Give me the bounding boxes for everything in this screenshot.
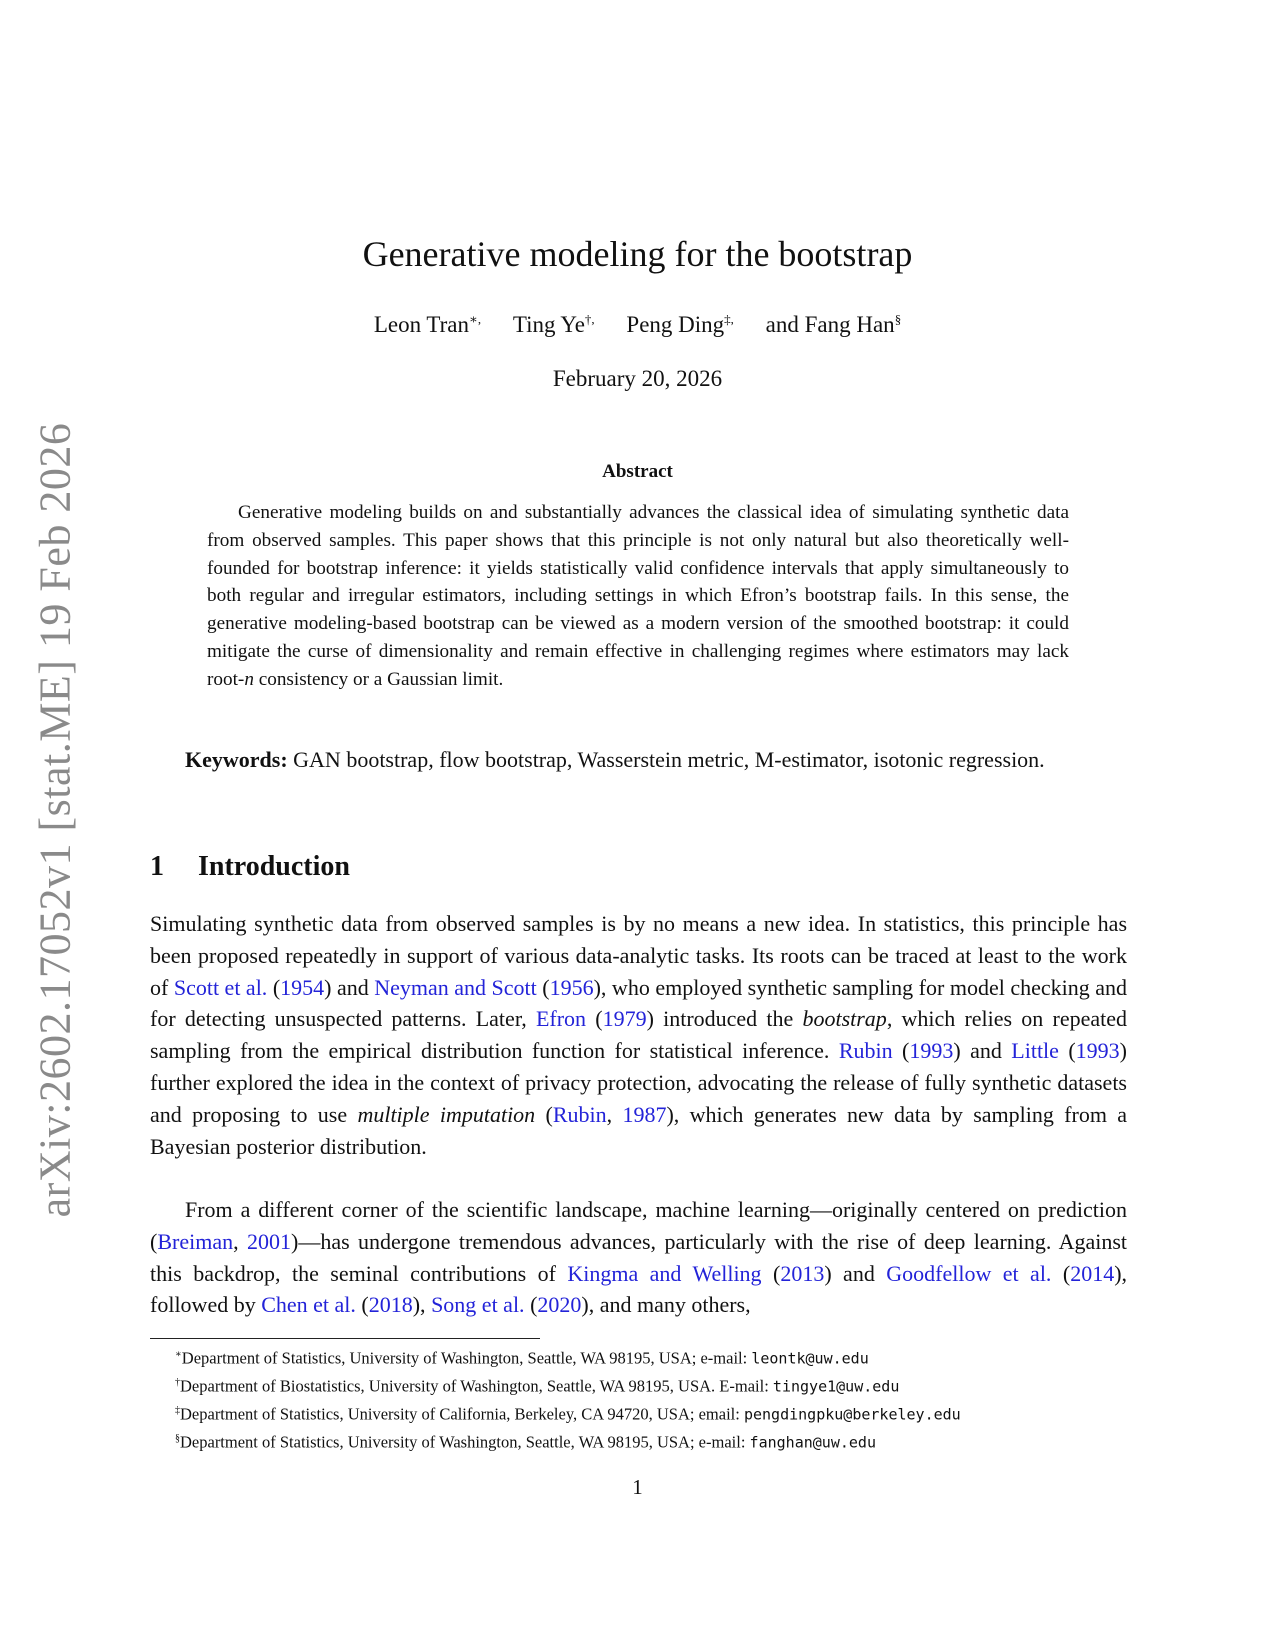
text: ( [586, 1006, 603, 1032]
footnote-mark: † [175, 1377, 180, 1388]
citation-year-link[interactable]: 1993 [909, 1038, 954, 1064]
citation-year-link[interactable]: 1954 [280, 974, 325, 1000]
citation-link[interactable]: Efron [535, 1006, 587, 1032]
text: ) and [953, 1038, 1012, 1064]
keywords-text: GAN bootstrap, flow bootstrap, Wasserstein metric, M-estimator, isotonic regression. [287, 747, 1045, 772]
text: ( [267, 974, 281, 1000]
citation-link[interactable]: Scott et al. [173, 974, 268, 1000]
paper-date: February 20, 2026 [552, 366, 723, 391]
text: ( [536, 974, 550, 1000]
text: )—has undergone tremendous advances, particularly with the rise of deep learning. Against this backdrop, the seminal contributions of [150, 1228, 1128, 1286]
text: , [606, 1101, 623, 1127]
text: ), and many others, [581, 1292, 751, 1318]
author-4 [766, 312, 902, 337]
citation-link[interactable]: Rubin [552, 1101, 607, 1127]
footnote-divider [150, 1338, 540, 1339]
footnote-4 [150, 1427, 1130, 1455]
email-link[interactable]: leontk@uw.edu [751, 1349, 869, 1368]
text: ( [355, 1292, 369, 1318]
intro-paragraph-1 [150, 908, 1127, 1162]
citation-link[interactable]: Kingma and Welling [567, 1260, 762, 1286]
footnote-2 [150, 1371, 1130, 1399]
citation-link[interactable]: Neyman and Scott [374, 974, 537, 1000]
text: ( [761, 1260, 781, 1286]
footnote-mark: § [175, 1433, 180, 1444]
section-number: 1 [150, 851, 164, 882]
citation-year-link[interactable]: 1993 [1075, 1038, 1120, 1064]
citation-link[interactable]: Goodfellow et al. [886, 1260, 1052, 1286]
intro-paragraph-2 [150, 1194, 1127, 1321]
arxiv-sidebar-stamp: arXiv:2602.17052v1 [stat.ME] 19 Feb 2026 [30, 422, 80, 1218]
email-link[interactable]: fanghan@uw.edu [749, 1433, 876, 1452]
abstract-text: Generative modeling builds on and substantially advances the classical idea of simulating synthetic data from observed samples. This paper shows that this principle is not only natural but also theoretically well-founded for bootstrap inference: it yields statistically valid confidence intervals that apply simultaneously to both regular and irregular estimators, including settings in which Efron’s bootstrap fails. In this sense, the generative modeling-based bootstrap can be viewed as a modern version of the smoothed bootstrap: it could mitigate the curse of dimensionality and remain effective in challenging regimes where estimators may lack root- [207, 502, 1069, 690]
abstract-math-n: n [244, 668, 254, 690]
citation-link[interactable]: Rubin [838, 1038, 893, 1064]
author-name: and Fang Han [765, 311, 895, 337]
abstract-heading: Abstract [602, 461, 673, 482]
emphasis-term: multiple imputation [357, 1101, 536, 1127]
citation-year-link[interactable]: 2014 [1070, 1260, 1115, 1286]
citation-year-link[interactable]: 1956 [549, 974, 594, 1000]
author-1 [374, 312, 481, 337]
citation-link[interactable]: Song et al. [431, 1292, 525, 1318]
author-3 [626, 312, 734, 337]
text: , which relies on repeated sampling from the empirical distribution function for statistical inference. [150, 1006, 1127, 1064]
author-mark: § [894, 311, 902, 326]
author-mark: ∗, [469, 311, 482, 326]
author-mark: †, [584, 311, 595, 326]
email-link[interactable]: tingye1@uw.edu [772, 1377, 900, 1396]
text: , [233, 1228, 247, 1254]
text: ), [412, 1292, 432, 1318]
footnote-text: Department of Statistics, University of California, Berkeley, CA 94720, USA; email: [180, 1404, 744, 1424]
keywords-label: Keywords: [185, 747, 288, 772]
abstract-text-end: consistency or a Gaussian limit. [253, 668, 504, 690]
citation-year-link[interactable]: 2001 [247, 1228, 291, 1254]
text: ), followed by [150, 1260, 1128, 1318]
author-name: Leon Tran [373, 311, 470, 337]
text: From a different corner of the scientific landscape, machine learning—originally centered on prediction ( [150, 1197, 1127, 1254]
footnote-text: Department of Statistics, University of Washington, Seattle, WA 98195, USA; e-mail: [180, 1432, 750, 1452]
text: ) and [324, 974, 375, 1000]
author-2 [513, 312, 595, 337]
text: ) and [824, 1260, 887, 1286]
author-name: Ting Ye [512, 311, 585, 337]
emphasis-term: bootstrap [802, 1006, 887, 1032]
page-number: 1 [632, 1475, 643, 1499]
citation-link[interactable]: Chen et al. [261, 1292, 356, 1318]
footnote-1 [150, 1343, 1130, 1371]
keywords [150, 744, 1127, 776]
footnote-text: Department of Statistics, University of Washington, Seattle, WA 98195, USA; e-mail: [181, 1348, 752, 1368]
footnote-mark: ‡ [175, 1405, 180, 1416]
footnotes [150, 1343, 1130, 1455]
text: ), which generates new data by sampling from a Bayesian posterior distribution. [150, 1101, 1128, 1159]
citation-year-link[interactable]: 2018 [368, 1292, 413, 1318]
email-link[interactable]: pengdingpku@berkeley.edu [743, 1405, 961, 1424]
footnote-3 [150, 1399, 1130, 1427]
footnote-text: Department of Biostatistics, University of Washington, Seattle, WA 98195, USA. E-mail: [180, 1376, 773, 1396]
text: ), who employed synthetic sampling for model checking and for detecting unsuspected patterns. Later, [150, 974, 1127, 1032]
citation-year-link[interactable]: 2013 [780, 1260, 825, 1286]
author-mark: ‡, [724, 311, 734, 326]
text: ( [892, 1038, 910, 1064]
text: ( [1058, 1038, 1076, 1064]
citation-link[interactable]: Breiman [157, 1228, 234, 1254]
text: ( [1051, 1260, 1071, 1286]
text: ) further explored the idea in the context of privacy protection, advocating the release of fully synthetic datasets and proposing to use [150, 1038, 1127, 1127]
citation-link[interactable]: Little [1011, 1038, 1059, 1064]
text: ) introduced the [646, 1006, 803, 1032]
abstract-body [207, 499, 1069, 694]
author-name: Peng Ding [626, 311, 725, 337]
paper-title: Generative modeling for the bootstrap [362, 234, 913, 274]
text: Simulating synthetic data from observed samples is by no means a new idea. In statistics, this principle has been proposed repeatedly in support of various data-analytic tasks. Its roots can be traced at least to the work of [150, 911, 1127, 1000]
text: ( [535, 1101, 553, 1127]
citation-year-link[interactable]: 1987 [622, 1101, 667, 1127]
citation-year-link[interactable]: 2020 [537, 1292, 582, 1318]
text: ( [524, 1292, 538, 1318]
section-title: Introduction [198, 851, 350, 882]
citation-year-link[interactable]: 1979 [602, 1006, 647, 1032]
section-heading [150, 851, 350, 883]
author-list [0, 311, 1275, 338]
footnote-mark: ∗ [175, 1349, 182, 1360]
